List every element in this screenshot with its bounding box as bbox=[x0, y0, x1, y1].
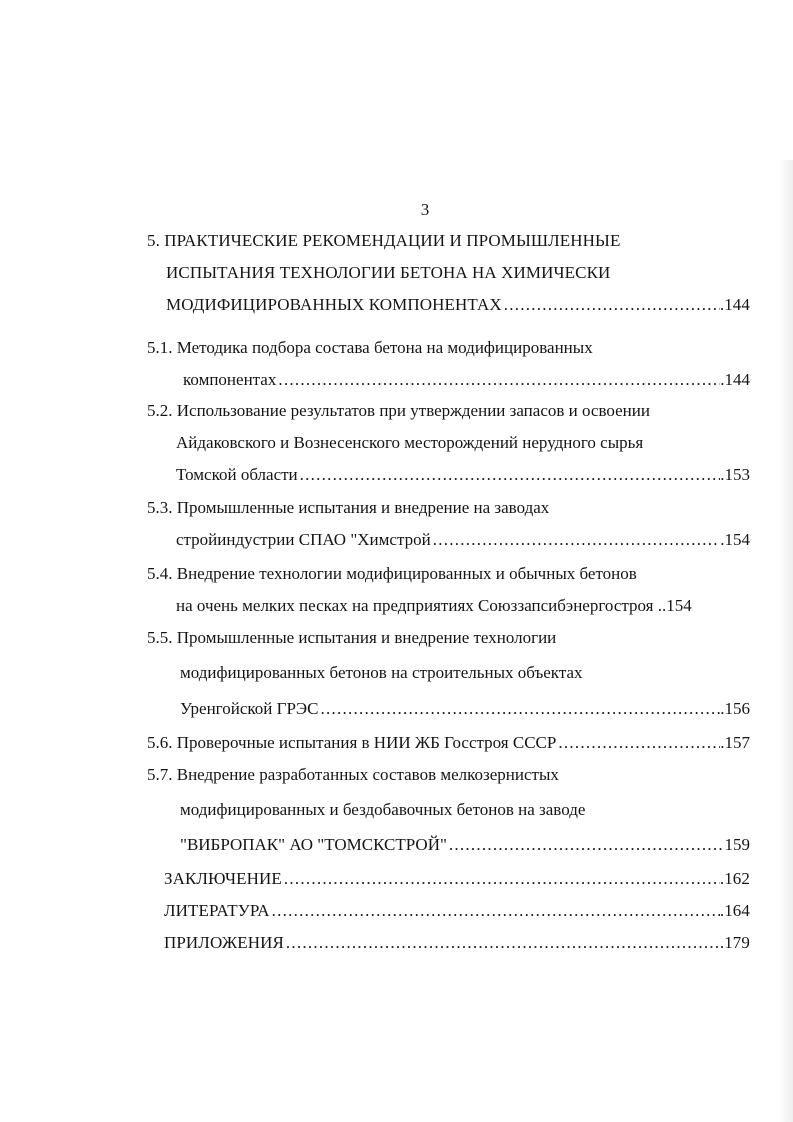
toc-conclusion-page: .162 bbox=[719, 869, 750, 888]
dot-leader bbox=[502, 294, 720, 316]
toc-chapter5-line1: 5. ПРАКТИЧЕСКИЕ РЕКОМЕНДАЦИИ И ПРОМЫШЛЕННЫЕ bbox=[147, 231, 621, 250]
toc-5-2-title: Томской области bbox=[176, 465, 298, 484]
toc-literature-entry bbox=[164, 900, 750, 922]
toc-5-5-title: Уренгойской ГРЭС bbox=[180, 699, 319, 718]
toc-5-3-page: .154 bbox=[720, 530, 750, 549]
dot-leader bbox=[284, 932, 720, 954]
toc-5-4-line1: 5.4. Внедрение технологии модифицированных и обычных бетонов bbox=[147, 564, 637, 583]
toc-5-7-line1: 5.7. Внедрение разработанных составов мелкозернистых bbox=[147, 765, 559, 784]
toc-5-7-title: "ВИБРОПАК" АО "ТОМСКСТРОЙ" bbox=[180, 835, 447, 854]
toc-5-5-line1: 5.5. Промышленные испытания и внедрение технологии bbox=[147, 628, 557, 647]
toc-chapter5-page: .144 bbox=[719, 295, 750, 314]
dot-leader bbox=[431, 529, 721, 551]
toc-appendices-title: ПРИЛОЖЕНИЯ bbox=[164, 933, 284, 952]
toc-5-5-entry bbox=[180, 698, 750, 720]
toc-appendices-page: .179 bbox=[719, 933, 750, 952]
toc-5-7-page: 159 bbox=[724, 835, 750, 854]
toc-5-3-entry bbox=[176, 529, 750, 551]
toc-5-2-entry bbox=[176, 464, 750, 486]
toc-chapter5-entry bbox=[166, 294, 750, 316]
dot-leader bbox=[270, 900, 720, 922]
page-number: 3 bbox=[420, 200, 430, 219]
dot-leader bbox=[447, 834, 725, 856]
toc-5-1-entry bbox=[183, 369, 750, 391]
toc-5-6-entry bbox=[147, 732, 750, 754]
toc-5-6-title: 5.6. Проверочные испытания в НИИ ЖБ Госстроя СССР bbox=[147, 733, 557, 752]
toc-5-2-line1: 5.2. Использование результатов при утверждении запасов и освоении bbox=[147, 401, 650, 420]
toc-5-7-entry bbox=[180, 834, 750, 856]
toc-5-4-line2: на очень мелких песках на предприятиях Союззапсибэнергостроя ..154 bbox=[176, 596, 692, 615]
toc-5-3-line1: 5.3. Промышленные испытания и внедрение на заводах bbox=[147, 498, 550, 517]
dot-leader bbox=[318, 698, 720, 720]
toc-chapter5-line2: ИСПЫТАНИЯ ТЕХНОЛОГИИ БЕТОНА НА ХИМИЧЕСКИ bbox=[166, 263, 611, 282]
dot-leader bbox=[282, 868, 720, 890]
dot-leader bbox=[556, 732, 720, 754]
toc-5-5-page: .156 bbox=[720, 699, 750, 718]
toc-5-1-page: .144 bbox=[720, 370, 750, 389]
toc-literature-page: .164 bbox=[719, 901, 750, 920]
toc-5-1-title: компонентах bbox=[183, 370, 277, 389]
toc-literature-title: ЛИТЕРАТУРА bbox=[164, 901, 270, 920]
toc-5-3-title: стройиндустрии СПАО "Химстрой bbox=[176, 530, 431, 549]
toc-appendices-entry bbox=[164, 932, 750, 954]
dot-leader bbox=[298, 464, 721, 486]
toc-5-2-line2: Айдаковского и Вознесенского месторождений нерудного сырья bbox=[176, 433, 644, 452]
toc-5-6-page: .157 bbox=[720, 733, 750, 752]
toc-5-1-line1: 5.1. Методика подбора состава бетона на модифицированных bbox=[147, 338, 593, 357]
toc-conclusion-entry bbox=[164, 868, 750, 890]
dot-leader bbox=[276, 369, 720, 391]
scan-edge-shadow bbox=[779, 160, 793, 1122]
toc-5-2-page: .153 bbox=[720, 465, 750, 484]
toc-conclusion-title: ЗАКЛЮЧЕНИЕ bbox=[164, 869, 282, 888]
toc-chapter5-title: МОДИФИЦИРОВАННЫХ КОМПОНЕНТАХ bbox=[166, 295, 502, 314]
toc-5-7-line2: модифицированных и бездобавочных бетонов на заводе bbox=[180, 800, 586, 819]
toc-5-5-line2: модифицированных бетонов на строительных объектах bbox=[180, 663, 583, 682]
